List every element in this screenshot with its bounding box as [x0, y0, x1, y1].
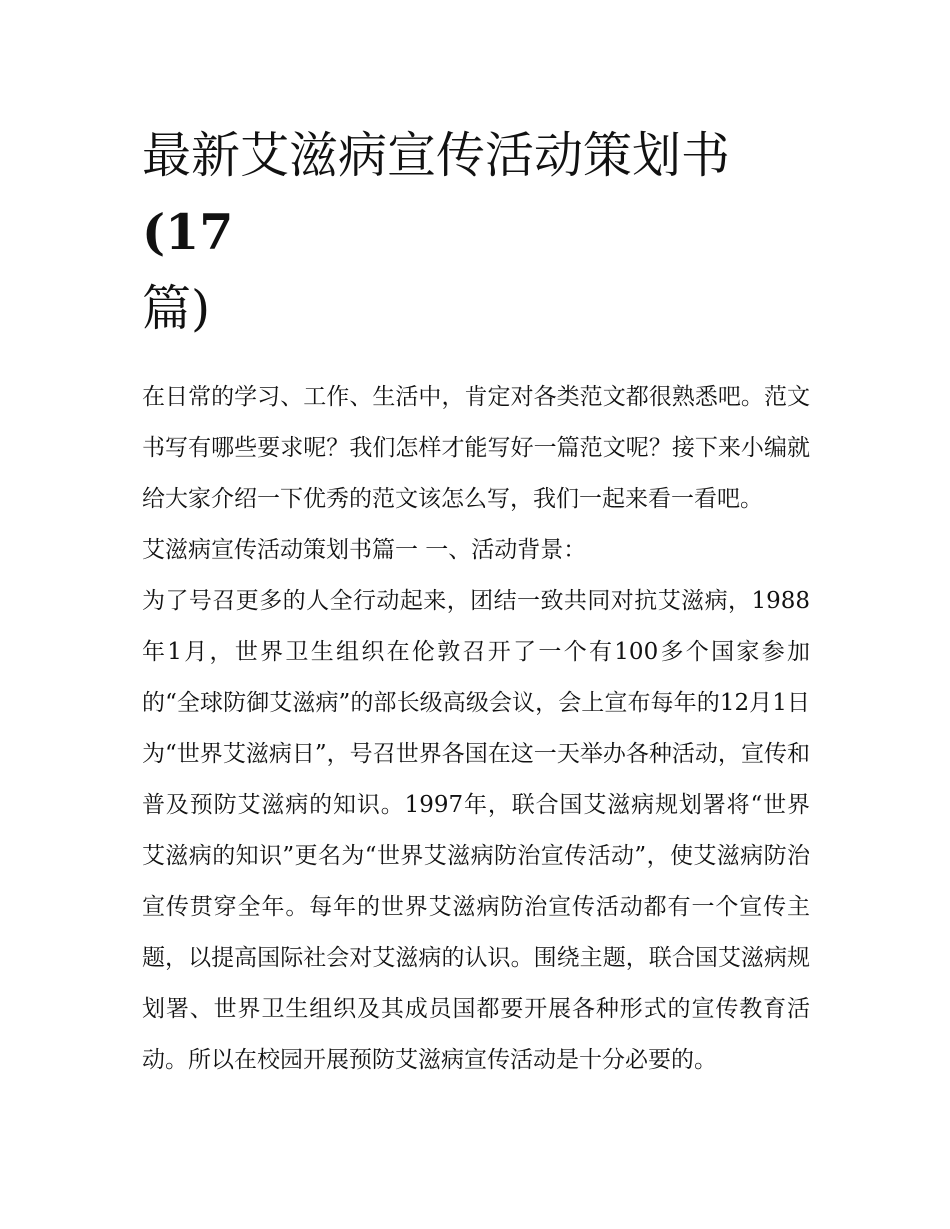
document-body: [142, 372, 810, 1086]
title-suffix: (17: [142, 203, 234, 261]
document-page: [142, 118, 810, 1086]
title-main: 最新艾滋病宣传活动策划书: [142, 127, 731, 184]
intro-paragraph: 在日常的学习、工作、生活中，肯定对各类范文都很熟悉吧。范文书写有哪些要求呢？我们怎样才能写好一篇范文呢？接下来小编就给大家介绍一下优秀的范文该怎么写，我们一起来看一看吧。: [142, 384, 810, 512]
title-line2: 篇): [142, 280, 211, 337]
section-heading: 艾滋病宣传活动策划书篇一 一、活动背景：: [142, 537, 587, 563]
background-paragraph: 为了号召更多的人全行动起来，团结一致共同对抗艾滋病，1988年1月，世界卫生组织在伦敦召开了一个有100多个国家参加的“全球防御艾滋病”的部长级高级会议，会上宣布每年的12月1日为“世界艾滋病日”，号召世界各国在这一天举办各种活动，宣传和普及预防艾滋病的知识。1997年，联合国艾滋病规划署将“世界艾滋病的知识”更名为“世界艾滋病防治宣传活动”，使艾滋病防治宣传贯穿全年。每年的世界艾滋病防治宣传活动都有一个宣传主题，以提高国际社会对艾滋病的认识。围绕主题，联合国艾滋病规划署、世界卫生组织及其成员国都要开展各种形式的宣传教育活动。所以在校园开展预防艾滋病宣传活动是十分必要的。: [142, 588, 810, 1073]
document-title: [142, 118, 810, 347]
